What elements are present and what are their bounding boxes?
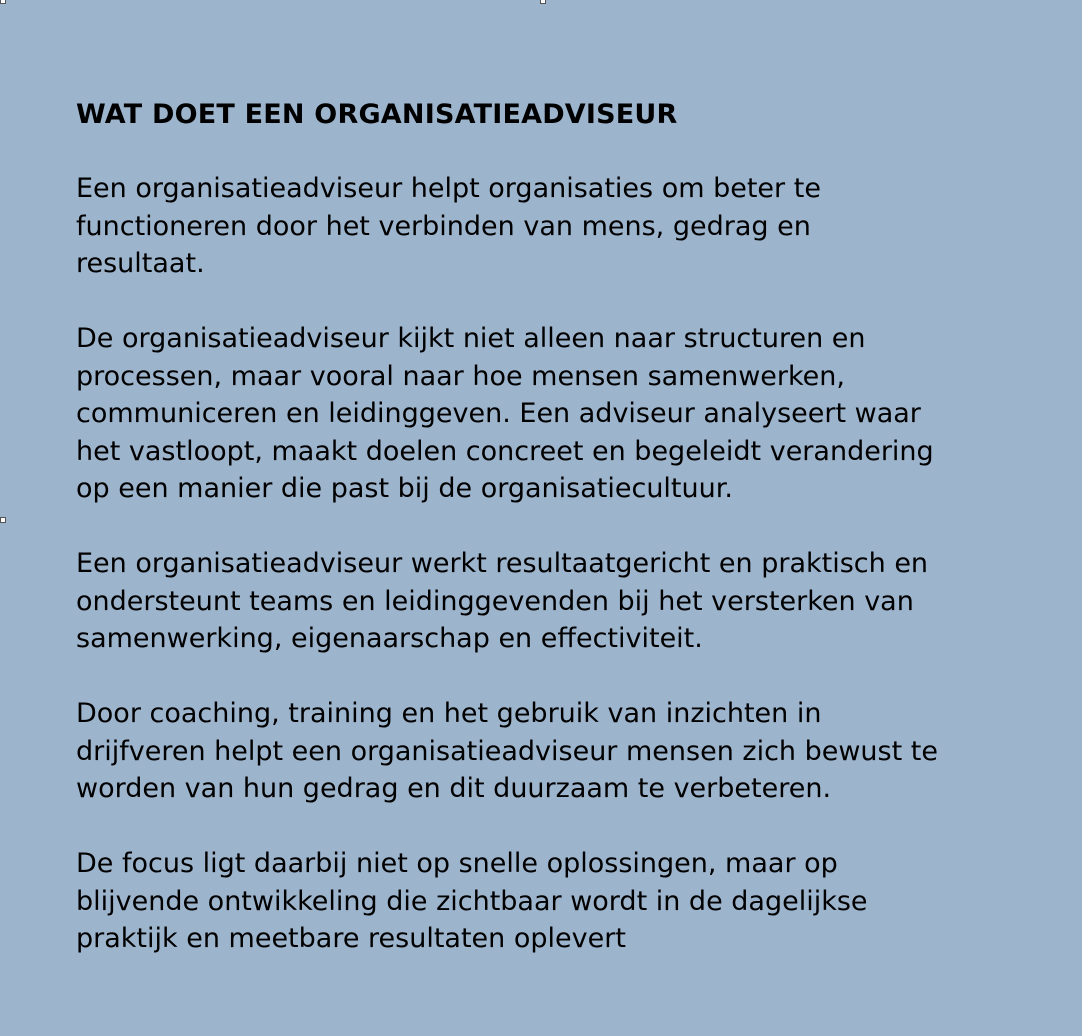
resize-handle-top-left[interactable] bbox=[0, 0, 6, 4]
paragraph-intro: Een organisatieadviseur helpt organisaties om beter te functioneren door het verbinden van mens, gedrag en resultaat. bbox=[76, 173, 821, 279]
heading: WAT DOET EEN ORGANISATIEADVISEUR bbox=[76, 99, 678, 130]
paragraph-focus: De focus ligt daarbij niet op snelle oplossingen, maar op blijvende ontwikkeling die zichtbaar wordt in de dagelijkse praktijk en meetbare resultaten oplevert bbox=[76, 848, 868, 954]
paragraph-approach: De organisatieadviseur kijkt niet alleen naar structuren en processen, maar vooral naar hoe mensen samenwerken, communiceren en leidinggeven. Een adviseur analyseert waar het vastloopt, maakt doelen concreet en begeleidt verandering op een manier die past bij de organisatiecultuur. bbox=[76, 323, 934, 504]
text-box[interactable] bbox=[76, 96, 1066, 995]
paragraph-results: Een organisatieadviseur werkt resultaatgericht en praktisch en ondersteunt teams en leidinggevenden bij het versterken van samenwerking, eigenaarschap en effectiviteit. bbox=[76, 548, 929, 654]
resize-handle-top-center[interactable] bbox=[540, 0, 546, 4]
resize-handle-middle-left[interactable] bbox=[0, 517, 6, 523]
paragraph-coaching: Door coaching, training en het gebruik van inzichten in drijfveren helpt een organisatieadviseur mensen zich bewust te worden van hun gedrag en dit duurzaam te verbeteren. bbox=[76, 698, 938, 804]
